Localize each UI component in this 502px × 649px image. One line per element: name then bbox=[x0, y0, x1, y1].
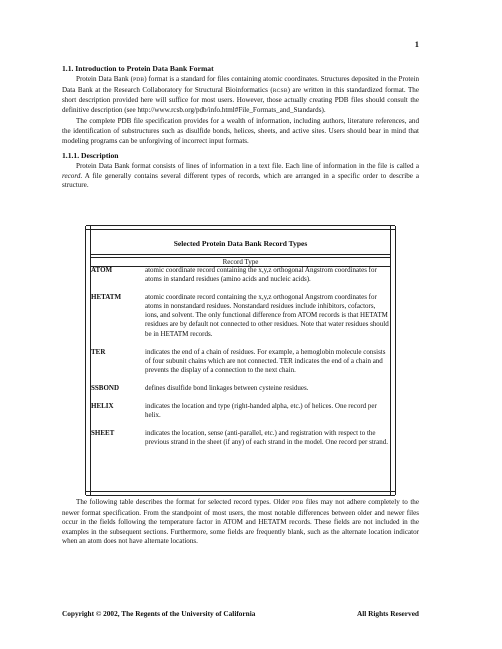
text-span: files may not adhere completely to the newer format specification. From the standpoint of most users, the most notable differences between older and newer files occur in the fields following the temperature factor in ATOM and HETATM records. These fields are not included in the examples in the subsequent sections. Furthermore, some fields are frequently blank, such as the alternate location indicator when an atom does not have alternate locations. bbox=[62, 498, 419, 546]
table-row bbox=[91, 429, 389, 447]
footer-copyright: Copyright © 2002, The Regents of the University of California bbox=[62, 609, 256, 618]
emphasis-record: record bbox=[62, 171, 81, 180]
page-footer bbox=[62, 609, 419, 618]
record-type-name: ATOM bbox=[91, 266, 113, 274]
table-row bbox=[91, 402, 389, 420]
table-title: Selected Protein Data Bank Record Types bbox=[173, 239, 308, 248]
section-heading-intro: 1.1. Introduction to Protein Data Bank Format bbox=[62, 64, 214, 73]
text-span: Protein Data Bank ( bbox=[76, 75, 133, 83]
main-content bbox=[62, 64, 419, 191]
table-row bbox=[91, 293, 389, 338]
abbr-pdb: PDB bbox=[292, 500, 304, 506]
table-rows bbox=[91, 266, 389, 447]
table-row bbox=[91, 266, 389, 284]
table-rule bbox=[90, 254, 391, 255]
section-heading-description: 1.1.1. Description bbox=[62, 151, 119, 161]
abbr-rcsb: RCSB bbox=[272, 87, 288, 94]
record-type-name: TER bbox=[91, 347, 106, 356]
record-type-description: indicates the end of a chain of residues. For example, a hemoglobin molecule consists of four subunit chains which are not connected. TER indicates the end of a chain and prevents the display of a connection to the next chain. bbox=[145, 347, 386, 374]
record-type-name: SHEET bbox=[91, 429, 115, 438]
text-span: Protein Data Bank format consists of lines of information in a text file. Each line of information in the file is called a bbox=[76, 162, 419, 171]
record-type-description: atomic coordinate record containing the x,y,z orthogonal Angstrom coordinates for atoms in standard residues (amino acids and nucleic acids). bbox=[145, 266, 377, 284]
text-span: ) format is a standard for files containing atomic coordinates. Structures deposited in the Protein Data Bank at the Research Collaboratory for Structural Bioinformatics ( bbox=[62, 75, 420, 94]
abbr-pdb: PDB bbox=[132, 77, 145, 83]
table-row bbox=[91, 384, 389, 393]
text-span: . A file generally contains several different types of records, which are arranged in a specific order to describe a structure. bbox=[62, 171, 419, 190]
page-number: 1 bbox=[414, 39, 419, 49]
intro-paragraph-2: The complete PDB file specification provides for a wealth of information, including authors, literature references, and the identification of substructures such as disulfide bonds, helices, sheets, and active sites. Users should bear in mind that modeling programs can be unforgiving of incorrect input formats. bbox=[62, 117, 419, 145]
text-span: ) are written in this standardized format. The short description provided here will suffice for most users. However, those actually creating PDB files should consult the definitive description (see http://www.rcsb.org/pdb/info.html#File_Formats_and_Standards). bbox=[62, 85, 419, 114]
footer-rights: All Rights Reserved bbox=[356, 609, 419, 618]
record-type-description: indicates the location, sense (anti-parallel, etc.) and registration with respect to the previous strand in the sheet (if any) of each strand in the model. One record per strand. bbox=[145, 429, 388, 447]
record-type-name: HETATM bbox=[91, 293, 122, 302]
record-type-name: HELIX bbox=[91, 402, 114, 411]
table-row bbox=[91, 348, 389, 375]
intro-paragraph-1 bbox=[62, 75, 419, 115]
record-type-description: atomic coordinate record containing the x,y,z orthogonal Angstrom coordinates for atoms in nonstandard residues. Nonstandard residues include inhibitors, cofactors, ions, and solvent. The only functional difference from ATOM records is that HETATM residues are by default not connected to other residues. Note that water residues should be in HETATM records. bbox=[145, 293, 389, 338]
record-type-name: SSBOND bbox=[91, 383, 120, 392]
record-types-table bbox=[86, 225, 395, 496]
text-span: The following table describes the format for selected record types. Older bbox=[76, 498, 293, 506]
table-column-header: Record Type bbox=[222, 258, 259, 266]
after-table-section bbox=[62, 498, 419, 547]
after-table-paragraph bbox=[62, 498, 419, 547]
description-paragraph bbox=[62, 162, 419, 191]
record-type-description: defines disulfide bond linkages between cysteine residues. bbox=[145, 383, 309, 392]
record-type-description: indicates the location and type (right-handed alpha, etc.) of helices. One record per helix. bbox=[145, 402, 377, 420]
